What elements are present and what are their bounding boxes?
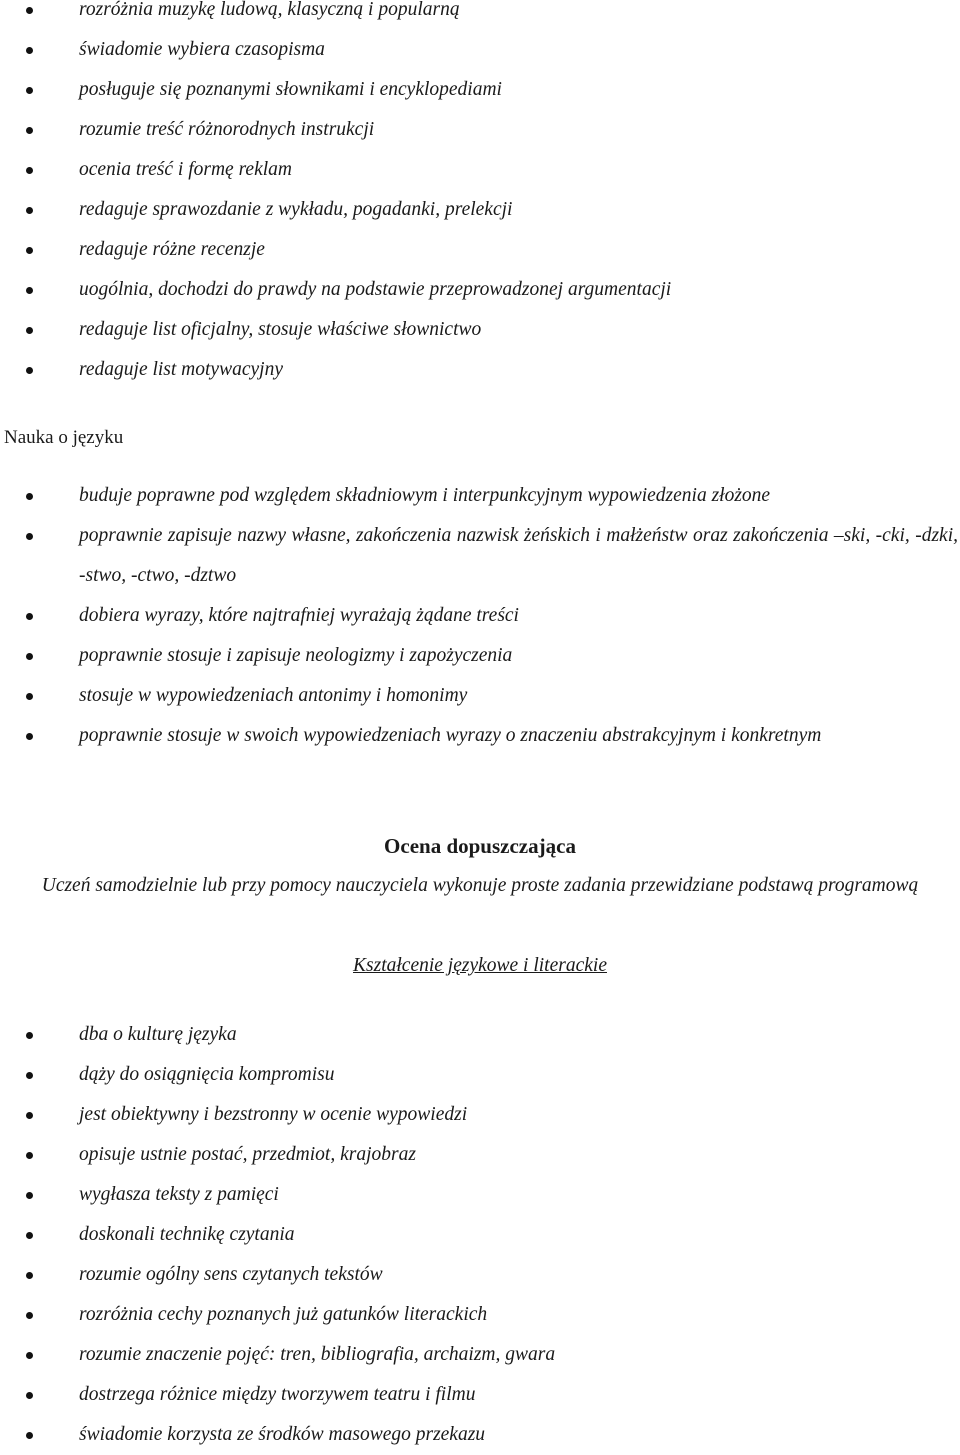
list-item: uogólnia, dochodzi do prawdy na podstawie przeprowadzonej argumentacji bbox=[0, 270, 960, 310]
list-item: dąży do osiągnięcia kompromisu bbox=[0, 1055, 960, 1095]
grade-title: Ocena dopuszczająca bbox=[384, 834, 576, 858]
list-item: świadomie wybiera czasopisma bbox=[0, 30, 960, 70]
list-item: dostrzega różnice między tworzywem teatru i filmu bbox=[0, 1375, 960, 1415]
section-heading: Nauka o języku bbox=[4, 427, 124, 448]
list-item: stosuje w wypowiedzeniach antonimy i homonimy bbox=[0, 676, 960, 716]
list-item: jest obiektywny i bezstronny w ocenie wypowiedzi bbox=[0, 1095, 960, 1135]
list-item: redaguje list motywacyjny bbox=[0, 350, 960, 390]
list-item: świadomie korzysta ze środków masowego przekazu bbox=[0, 1415, 960, 1455]
list-item: posługuje się poznanymi słownikami i encyklopediami bbox=[0, 70, 960, 110]
list-item: redaguje sprawozdanie z wykładu, pogadanki, prelekcji bbox=[0, 190, 960, 230]
list-item: rozumie znaczenie pojęć: tren, bibliografia, archaizm, gwara bbox=[0, 1335, 960, 1375]
list-item: poprawnie zapisuje nazwy własne, zakończenia nazwisk żeńskich i małżeństw oraz zakończenia –ski, -cki, -dzki, -stwo, -ctwo, -dztwo bbox=[0, 516, 960, 596]
list-item: buduje poprawne pod względem składniowym i interpunkcyjnym wypowiedzenia złożone bbox=[0, 476, 960, 516]
list-item: rozumie treść różnorodnych instrukcji bbox=[0, 110, 960, 150]
skills-list-c bbox=[0, 1015, 960, 1455]
list-item: poprawnie stosuje w swoich wypowiedzeniach wyrazy o znaczeniu abstrakcyjnym i konkretnym bbox=[0, 716, 960, 756]
list-item: rozumie ogólny sens czytanych tekstów bbox=[0, 1255, 960, 1295]
list-item: rozróżnia muzykę ludową, klasyczną i popularną bbox=[0, 0, 960, 30]
list-item: ocenia treść i formę reklam bbox=[0, 150, 960, 190]
subsection-title: Kształcenie językowe i literackie bbox=[353, 955, 607, 976]
skills-list-b bbox=[0, 476, 960, 756]
list-item: opisuje ustnie postać, przedmiot, krajobraz bbox=[0, 1135, 960, 1175]
list-item: dba o kulturę języka bbox=[0, 1015, 960, 1055]
list-item: poprawnie stosuje i zapisuje neologizmy i zapożyczenia bbox=[0, 636, 960, 676]
list-item: rozróżnia cechy poznanych już gatunków literackich bbox=[0, 1295, 960, 1335]
list-item: redaguje list oficjalny, stosuje właściwe słownictwo bbox=[0, 310, 960, 350]
subsection-title-wrap bbox=[0, 946, 960, 986]
list-item: wygłasza teksty z pamięci bbox=[0, 1175, 960, 1215]
list-item: redaguje różne recenzje bbox=[0, 230, 960, 270]
grade-description: Uczeń samodzielnie lub przy pomocy nauczyciela wykonuje proste zadania przewidziane podstawą programową bbox=[41, 875, 919, 896]
skills-list-a bbox=[0, 0, 960, 390]
list-item: dobiera wyrazy, które najtrafniej wyrażają żądane treści bbox=[0, 596, 960, 636]
list-item: doskonali technikę czytania bbox=[0, 1215, 960, 1255]
